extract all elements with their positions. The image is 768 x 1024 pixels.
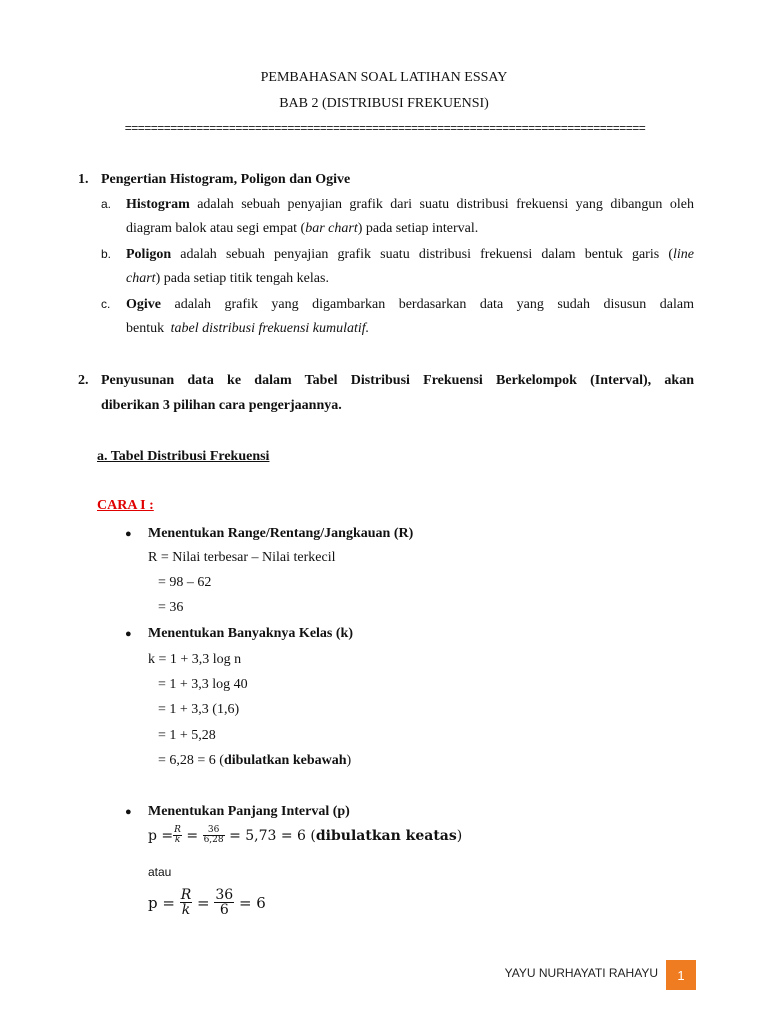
bullet-icon: ●	[125, 528, 132, 540]
eq1-equals: =	[181, 827, 203, 844]
item-c-text: adalah grafik yang digambarkan berdasarkan data yang sudah disusun dalam	[161, 297, 694, 312]
item-c-line2	[126, 321, 369, 337]
item-b-line2-post: ) pada setiap titik tengah kelas.	[155, 271, 329, 286]
item-c-line1	[126, 297, 694, 313]
fraction	[203, 826, 225, 845]
cara-label: CARA I :	[97, 498, 154, 513]
item-c-marker: c.	[101, 297, 111, 311]
eq1-rest: = 5,73 = 6 (	[224, 827, 316, 844]
item-a-marker: a.	[101, 197, 112, 211]
item-a-line2	[126, 221, 478, 237]
or-label: atau	[148, 865, 172, 879]
eq1-post: )	[456, 827, 463, 844]
item-b-line2-em: chart	[126, 271, 156, 286]
eq2-rest: = 6	[234, 893, 266, 912]
interval-heading: Menentukan Panjang Interval (p)	[148, 804, 350, 819]
item-a-text: adalah sebuah penyajian grafik dari suatu distribusi frekuensi yang dibangun oleh	[189, 197, 694, 212]
item-b-marker: b.	[101, 247, 112, 261]
item-a-line2-pre: diagram balok atau segi empat (	[126, 221, 306, 236]
fraction-numerator: R	[174, 825, 181, 835]
classes-line-5	[158, 753, 351, 769]
classes-line-3: = 1 + 3,3 (1,6)	[158, 702, 240, 717]
fraction-denominator: k	[181, 902, 191, 918]
term-poligon: Poligon	[126, 247, 172, 262]
interval-equation-2	[148, 888, 266, 917]
fraction-numerator: 36	[203, 826, 225, 836]
section2-heading-line1: Penyusunan data ke dalam Tabel Distribusi Frekuensi Berkelompok (Interval), akan	[101, 373, 694, 388]
item-b-line2	[126, 271, 329, 287]
range-line-2: = 98 – 62	[158, 575, 212, 590]
item-c-line2-pre: bentuk	[126, 321, 168, 336]
title-divider: ================================================================================	[124, 121, 646, 135]
classes-line-1: k = 1 + 3,3 log n	[148, 652, 242, 667]
section1-heading: Pengertian Histogram, Poligon dan Ogive	[101, 172, 351, 187]
fraction-numerator: R	[180, 887, 192, 903]
item-c-line2-em: tabel distribusi frekuensi kumulatif.	[170, 321, 370, 336]
range-heading: Menentukan Range/Rentang/Jangkauan (R)	[148, 526, 414, 541]
classes-line-4: = 1 + 5,28	[158, 728, 216, 743]
classes-heading: Menentukan Banyaknya Kelas (k)	[148, 626, 353, 641]
item-b-line1-em: line	[673, 247, 694, 262]
interval-equation-1	[148, 826, 462, 845]
section1-number: 1.	[78, 172, 89, 187]
range-line-3: = 36	[158, 600, 184, 615]
fraction-denominator: 6,28	[203, 835, 224, 845]
fraction	[214, 888, 234, 917]
item-a-line2-em: bar chart	[305, 221, 358, 236]
bullet-icon: ●	[125, 806, 132, 818]
eq1-lhs: p =	[148, 827, 174, 844]
term-ogive: Ogive	[126, 297, 161, 312]
classes-line-5-pre: = 6,28 = 6 (	[158, 753, 224, 768]
subheading-tabel: a. Tabel Distribusi Frekuensi	[97, 449, 270, 464]
fraction-denominator: k	[174, 835, 181, 845]
section2-heading-line2: diberikan 3 pilihan cara pengerjaannya.	[101, 398, 342, 413]
eq2-equals: =	[192, 893, 215, 912]
fraction	[173, 826, 182, 845]
classes-line-5-post: )	[346, 753, 352, 768]
fraction-numerator: 36	[215, 887, 234, 903]
fraction	[180, 888, 193, 917]
document-title: PEMBAHASAN SOAL LATIHAN ESSAY	[260, 70, 508, 85]
page-number: 1	[666, 960, 696, 990]
footer-author: YAYU NURHAYATI RAHAYU	[504, 966, 658, 980]
item-b-line1-pre: adalah sebuah penyajian grafik suatu distribusi frekuensi dalam bentuk garis (	[171, 247, 673, 262]
item-a-line2-post: ) pada setiap interval.	[357, 221, 479, 236]
fraction-denominator: 6	[219, 902, 229, 918]
item-b-line1	[126, 247, 694, 263]
item-a-line1	[126, 197, 694, 213]
section2-number: 2.	[78, 373, 89, 388]
eq2-lhs: p =	[148, 893, 180, 912]
eq1-bold: dibulatkan keatas	[315, 827, 457, 844]
classes-line-2: = 1 + 3,3 log 40	[158, 677, 248, 692]
term-histogram: Histogram	[126, 197, 190, 212]
classes-line-5-bold: dibulatkan kebawah	[223, 753, 347, 768]
document-subtitle: BAB 2 (DISTRIBUSI FREKUENSI)	[279, 96, 489, 111]
range-line-1: R = Nilai terbesar – Nilai terkecil	[148, 550, 336, 565]
bullet-icon: ●	[125, 628, 132, 640]
